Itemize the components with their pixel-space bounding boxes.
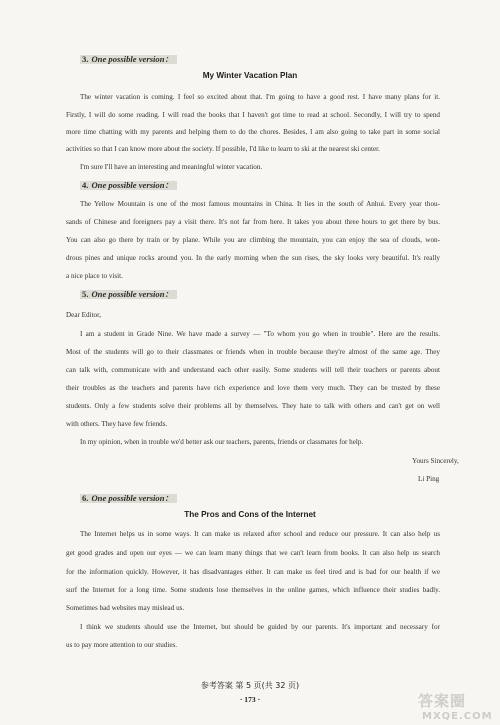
essay-5-line: I am a student in Grade Nine. We have made a survey — "To whom you go when in trouble". Here are the results. (80, 330, 440, 338)
section-label-text: One possible version (91, 54, 165, 64)
section-4-label (82, 179, 173, 191)
section-6-label (82, 492, 173, 504)
essay-3-line: The winter vacation is coming. I feel so excited about that. I'm going to have a good rest. I have many plans for it. (80, 93, 440, 101)
essay-5-line: their troubles as the teachers and parents have rich experience and love them very much. They can be trusted by these (66, 384, 440, 392)
essay-6-line: surf the Internet for a long time. Some students lose themselves in the online games, which influence their studies badly. (66, 586, 440, 594)
section-number: 4. (82, 180, 89, 190)
label-colon: ： (164, 289, 174, 299)
essay-6-line: Sometimes bad websites may mislead us. (66, 604, 185, 612)
essay-3-title: My Winter Vacation Plan (202, 71, 298, 80)
section-5-label (82, 288, 173, 300)
essay-5-line: can talk with, communicate with and understand each other easily. Some students will tell their teachers or parents about (66, 366, 440, 374)
label-colon: ： (164, 180, 174, 190)
section-label-text: One possible version (91, 180, 165, 190)
essay-4-line: sands of Chinese and foreigners pay a visit there. It's not far from here. It takes you about three hours to get there by bus. (66, 218, 440, 226)
watermark-text: 答案圈 (418, 692, 467, 710)
watermark-url: MXQE.COM (422, 711, 493, 722)
essay-6-line: us to pay more attention to our studies. (66, 641, 178, 649)
section-label-text: One possible version (91, 289, 165, 299)
essay-4-line: The Yellow Mountain is one of the most famous mountains in China. It lies in the south of Anhui. Every year thou- (80, 200, 440, 208)
essay-6-title: The Pros and Cons of the Internet (184, 510, 316, 519)
section-number: 5. (82, 289, 89, 299)
essay-6-line: get good grades and open our eyes — we can learn many things that we can't learn from books. It can also help us search (66, 549, 440, 557)
watermark-logo (414, 690, 494, 722)
section-3-label (82, 53, 173, 65)
essay-4-line: a nice place to visit. (66, 272, 123, 280)
essay-3-line: more time chatting with my parents and helping them to do the chores. Besides, I am also going to take part in some social (66, 128, 440, 136)
essay-6-line: for the information quickly. However, it has disadvantages either. It can make us feel tired and is bad for our health if we (66, 568, 440, 576)
essay-5-line: Most of the students will go to their classmates or friends when in trouble because they're almost of the same age. They (66, 348, 440, 356)
essay-4-line: You can also go there by train or by plane. While you are climbing the mountain, you can enjoy the sea of clouds, won- (66, 236, 440, 244)
letter-greeting: Dear Editor, (66, 311, 102, 319)
essay-4-line: drous pines and unique rocks around you. In the early morning when the sun rises, the sky looks very beautiful. It's really (66, 254, 440, 262)
essay-5-line: students. Only a few students solve their problems all by themselves. They hate to talk with others and can't get on well (66, 402, 440, 410)
section-label-text: One possible version (91, 493, 165, 503)
section-number: 6. (82, 493, 89, 503)
essay-6-line: The Internet helps us in some ways. It can make us relaxed after school and reduce our pressure. It can also help us (80, 530, 440, 538)
page-footer-reference: 参考答案 第 5 页(共 32 页) (200, 681, 300, 690)
essay-6-line: I think we students should use the Internet, but should be guided by our parents. It's important and necessary for (80, 623, 440, 631)
essay-5-line: In my opinion, when in trouble we'd better ask our teachers, parents, friends or classmates for help. (80, 438, 364, 446)
label-colon: ： (164, 54, 174, 64)
letter-closing: Yours Sincerely, (412, 457, 459, 465)
label-colon: ： (164, 493, 174, 503)
section-number: 3. (82, 54, 89, 64)
essay-3-line: Firstly, I will do some reading. I will read the books that I haven't got time to read at school. Secondly, I will try to spend (66, 111, 440, 119)
essay-5-line: with others. They have few friends. (66, 420, 168, 428)
letter-signature: Li Ping (418, 475, 440, 483)
essay-3-line: activities so that I can know more about the society. If possible, I'd like to learn to ski at the nearest ski center. (66, 145, 380, 153)
page-number: · 173 · (239, 695, 261, 704)
essay-3-line: I'm sure I'll have an interesting and meaningful winter vacation. (80, 163, 263, 171)
